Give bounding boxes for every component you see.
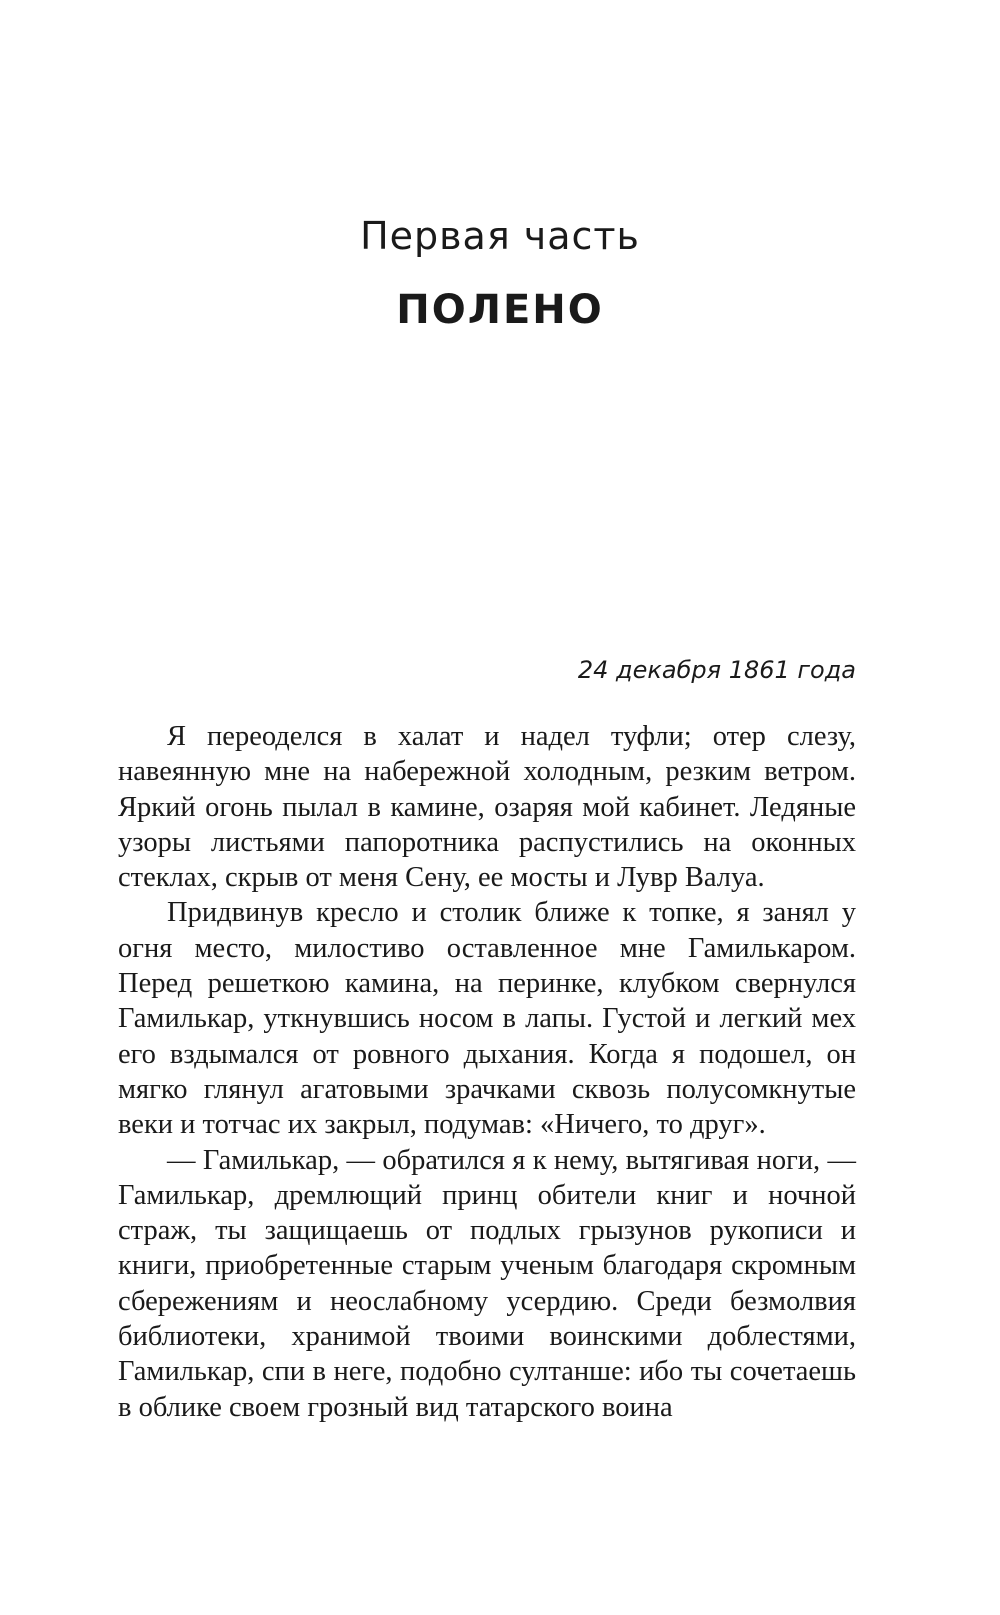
paragraph: Я переоделся в халат и надел туфли; отер слезу, навеянную мне на набережной холодным, резким ветром. Яркий огонь пылал в камине, озаряя мой кабинет. Ледяные узоры листьями папоротника распустились на оконных стеклах, скрыв от меня Сену, ее мосты и Лувр Валуа. — [118, 721, 856, 894]
paragraph: — Гамилькар, — обратился я к нему, вытягивая ноги, — Гамилькар, дремлющий принц обители книг и ночной страж, ты защищаешь от подлых грызунов рукописи и книги, приобретенные старым ученым благодаря скромным сбережениям и неослабному усердию. Среди безмолвия библиотеки, хранимой твоими воинскими доблестями, Гамилькар, спи в неге, подобно султанше: ибо ты сочетаешь в облике своем грозный вид татарского воина — [118, 1144, 856, 1423]
body-text — [118, 719, 856, 1425]
dateline: 24 декабря 1861 года — [577, 656, 856, 684]
part-title: ПОЛЕНО — [396, 287, 604, 333]
part-heading: Первая часть — [360, 214, 640, 258]
paragraph: Придвинув кресло и столик ближе к топке, я занял у огня место, милостиво оставленное мне Гамилькаром. Перед решеткою камина, на перинке, клубком свернулся Гамилькар, уткнувшись носом в лапы. Густой и легкий мех его вздымался от ровного дыхания. Когда я подошел, он мягко глянул агатовыми зрачками сквозь полусомкнутые веки и тотчас их закрыл, подумав: «Ничего, то друг». — [118, 897, 856, 1141]
